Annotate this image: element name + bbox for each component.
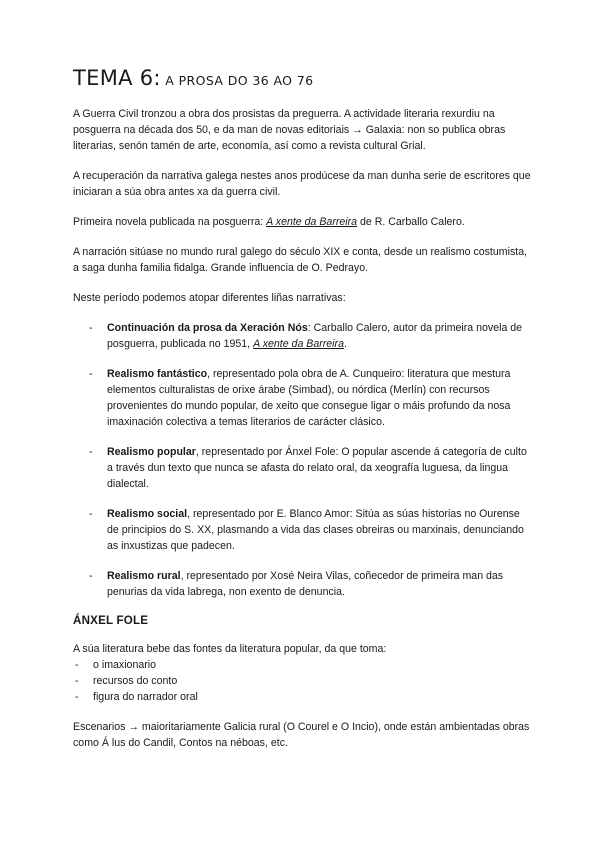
list-item [73, 568, 533, 600]
list-item: - o imaxionario [73, 657, 533, 673]
intro-paragraph-2: A recuperación da narrativa galega nestes anos prodúcese da man dunha serie de escritores que iniciaran a súa obra antes xa da guerra civil. [73, 170, 531, 198]
book-title-link: A xente da Barreira [253, 338, 344, 350]
line-text: , representado pola obra de A. Cunqueiro: literatura que mestura elementos culturalistas de orixe árabe (Simbad), ou nórdica (Merlín) con recursos provenientes do mundo popular, de xeito que consegue ligar o máis profundo da nosa imaxinación colectiva a temas literarios de carácter clásico. [107, 368, 511, 428]
line-text: : Carballo Calero, autor da primeira novela de posguerra, publicada no 1951, [107, 322, 523, 350]
list-item [73, 366, 533, 430]
intro-paragraph-5: Neste período podemos atopar diferentes liñas narrativas: [73, 292, 346, 304]
section-heading-fole: ÁNXEL FOLE [73, 614, 149, 627]
book-title-link: A xente da Barreira [266, 216, 358, 228]
list-item: - recursos do conto [73, 673, 533, 689]
line-text: , representado por Xosé Neira Vilas, coñecedor de primeira man das penurias da vida labrega, non exento de denuncia. [107, 570, 504, 598]
p3-suffix: de R. Carballo Calero. [357, 216, 465, 228]
fole-intro: A súa literatura bebe das fontes da literatura popular, da que toma: [73, 643, 387, 655]
fole-scenes: Escenarios → maioritariamente Galicia rural (O Courel e O Incio), onde están ambientadas obras como Á lus do Candil, Contos na néboas, etc. [73, 721, 530, 749]
line-title: Realismo fantástico [107, 368, 208, 380]
narrative-lines-list [73, 320, 533, 600]
line-title: Continuación da prosa da Xeración Nós [107, 322, 308, 334]
list-item [73, 506, 533, 554]
page-title [73, 66, 533, 90]
list-item [73, 444, 533, 492]
list-item [73, 320, 533, 352]
line-text: , representado por Ánxel Fole: O popular ascende á categoría de culto a través dun texto que nunca se afasta do relato oral, da xeografía luguesa, da lingua dialectal. [107, 446, 527, 490]
intro-paragraph-4: A narración sitúase no mundo rural galego do século XIX e conta, desde un realismo costumista, a saga dunha familia fidalga. Grande influencia de O. Pedrayo. [73, 246, 528, 274]
intro-paragraph-3 [73, 214, 533, 230]
list-item: - figura do narrador oral [73, 689, 533, 705]
intro-paragraph-1: A Guerra Civil tronzou a obra dos prosistas da preguerra. A actividade literaria rexurdiu na posguerra na década dos 50, e da man de novas editoriais → Galaxia: non so publica obras literarias, senón tamén de arte, economía, así como a revista cultural Grial. [73, 108, 506, 152]
title-main: TEMA 6: [73, 66, 161, 90]
line-title: Realismo popular [107, 446, 196, 458]
document-page [73, 66, 533, 751]
fole-sources-list [73, 657, 533, 705]
p3-prefix: Primeira novela publicada na posguerra: [73, 216, 267, 228]
title-subtitle: A PROSA DO 36 AO 76 [165, 73, 314, 88]
line-title: Realismo rural [107, 570, 181, 582]
line-tail: . [343, 338, 347, 350]
line-text: , representado por E. Blanco Amor: Sitúa as súas historias no Ourense de principios do S. XX, plasmando a vida das clases obreiras ou marxinais, denunciando as inxustizas que padecen. [107, 508, 524, 552]
line-title: Realismo social [107, 508, 188, 520]
